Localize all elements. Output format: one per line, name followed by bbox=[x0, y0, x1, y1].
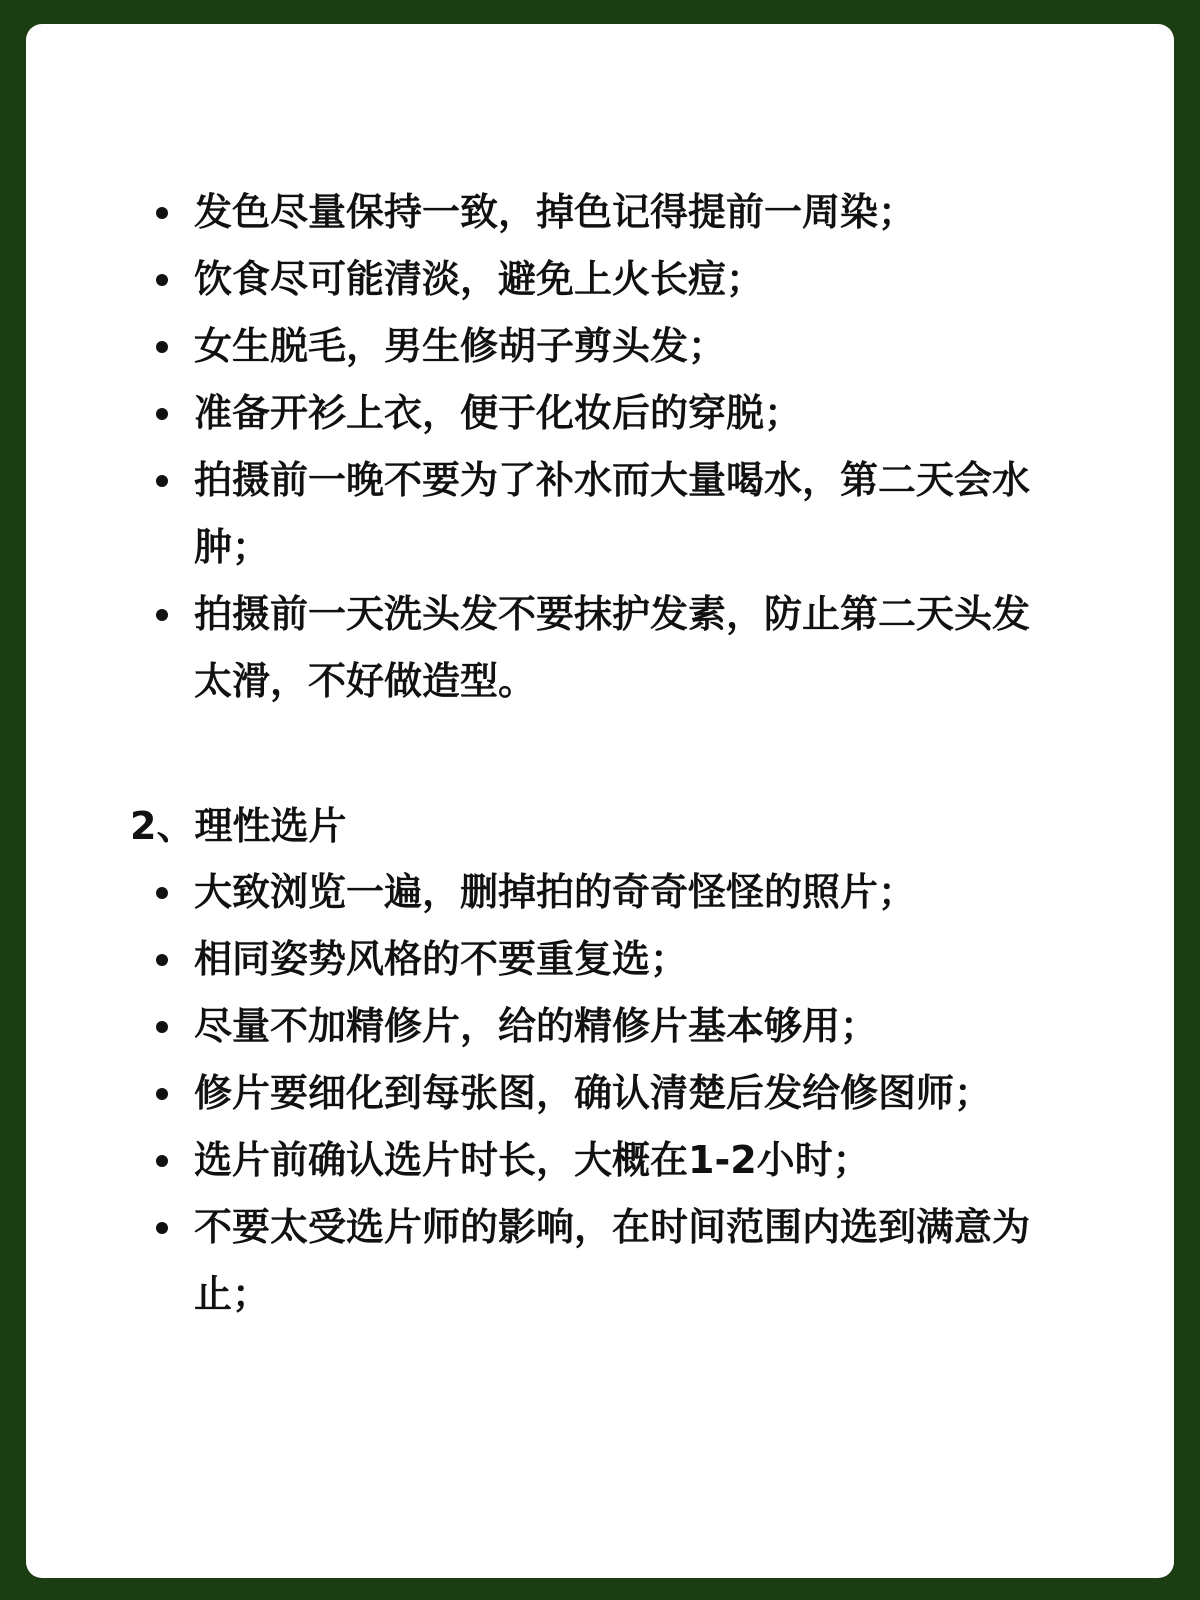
tips-list bbox=[26, 179, 1174, 715]
bullet-icon bbox=[156, 475, 168, 487]
list-item bbox=[26, 179, 1054, 246]
list-item-text: 发色尽量保持一致，掉色记得提前一周染； bbox=[194, 190, 917, 234]
list-item-text: 修片要细化到每张图，确认清楚后发给修图师； bbox=[194, 1071, 993, 1115]
list-item-text: 大致浏览一遍，删掉拍的奇奇怪怪的照片； bbox=[194, 870, 917, 914]
selection-tips-list bbox=[26, 859, 1174, 1328]
list-item bbox=[26, 1060, 1054, 1127]
bullet-icon bbox=[156, 887, 168, 899]
content-card bbox=[26, 24, 1174, 1578]
list-item bbox=[26, 313, 1054, 380]
list-item-text: 拍摄前一晚不要为了补水而大量喝水，第二天会水肿； bbox=[194, 458, 1031, 569]
list-item-text: 女生脱毛，男生修胡子剪头发； bbox=[194, 324, 727, 368]
bullet-icon bbox=[156, 207, 168, 219]
list-item bbox=[26, 581, 1054, 715]
list-item-text: 尽量不加精修片，给的精修片基本够用； bbox=[194, 1004, 879, 1048]
bullet-icon bbox=[156, 1088, 168, 1100]
list-item bbox=[26, 993, 1054, 1060]
bullet-icon bbox=[156, 1222, 168, 1234]
list-item bbox=[26, 859, 1054, 926]
bullet-icon bbox=[156, 1155, 168, 1167]
bullet-icon bbox=[156, 954, 168, 966]
list-item-text: 不要太受选片师的影响，在时间范围内选到满意为止； bbox=[194, 1205, 1031, 1316]
list-item bbox=[26, 1194, 1054, 1328]
list-item bbox=[26, 380, 1054, 447]
bullet-icon bbox=[156, 1021, 168, 1033]
list-item-text: 相同姿势风格的不要重复选； bbox=[194, 937, 689, 981]
list-item bbox=[26, 246, 1054, 313]
bullet-icon bbox=[156, 274, 168, 286]
bullet-icon bbox=[156, 609, 168, 621]
section-heading: 2、理性选片 bbox=[130, 804, 347, 848]
bullet-icon bbox=[156, 341, 168, 353]
list-item-text: 准备开衫上衣，便于化妆后的穿脱； bbox=[194, 391, 803, 435]
list-item-text: 拍摄前一天洗头发不要抹护发素，防止第二天头发太滑，不好做造型。 bbox=[194, 592, 1031, 703]
list-item bbox=[26, 447, 1054, 581]
list-item-text: 选片前确认选片时长，大概在1-2小时； bbox=[194, 1138, 871, 1182]
list-item bbox=[26, 1127, 1054, 1194]
bullet-icon bbox=[156, 408, 168, 420]
list-item-text: 饮食尽可能清淡，避免上火长痘； bbox=[194, 257, 765, 301]
list-item bbox=[26, 926, 1054, 993]
